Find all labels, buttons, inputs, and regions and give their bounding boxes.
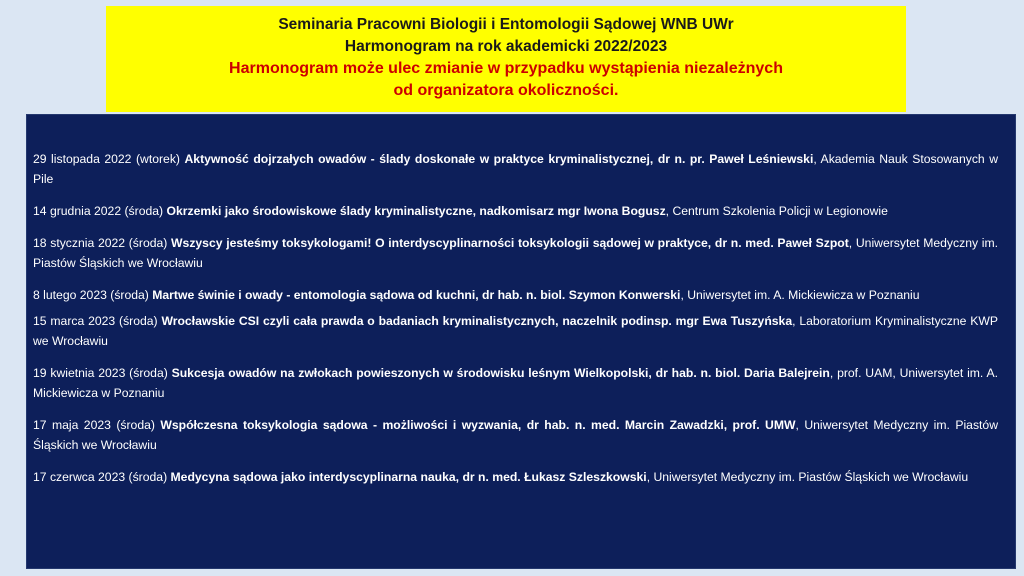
seminar-title: Martwe świnie i owady - entomologia sądowa od kuchni, dr hab. n. biol. Szymon Konwerski — [152, 288, 681, 302]
seminar-affiliation: , Uniwersytet Medyczny im. Piastów Śląskich we Wrocławiu — [33, 418, 998, 452]
seminar-affiliation: , Laboratorium Kryminalistyczne KWP we Wrocławiu — [33, 314, 998, 348]
header-title: Seminaria Pracowni Biologii i Entomologii Sądowej WNB UWr — [278, 16, 734, 33]
seminar-title: Wrocławskie CSI czyli cała prawda o badaniach kryminalistycznych, naczelnik podinsp. mgr Ewa Tuszyńska — [161, 314, 793, 328]
seminar-title: Aktywność dojrzałych owadów - ślady doskonałe w praktyce kryminalistycznej, dr n. pr. Paweł Leśniewski — [184, 152, 814, 166]
seminar-title: Medycyna sądowa jako interdyscyplinarna nauka, dr n. med. Łukasz Szleszkowski — [170, 470, 647, 484]
seminar-affiliation: , prof. UAM, Uniwersytet im. A. Mickiewicza w Poznaniu — [33, 366, 998, 400]
seminar-date: 8 lutego 2023 (środa) — [33, 288, 153, 302]
seminar-date: 29 listopada 2022 (wtorek) — [33, 152, 185, 166]
seminar-affiliation: , Akademia Nauk Stosowanych w Pile — [33, 152, 999, 186]
seminar-title: Wszyscy jesteśmy toksykologami! O interdyscyplinarności toksykologii sądowej w praktyce, dr n. med. Paweł Szpot — [171, 236, 849, 250]
seminar-date: 15 marca 2023 (środa) — [33, 314, 162, 328]
header-notice-line-2: od organizatora okoliczności. — [393, 82, 619, 99]
header-banner — [106, 6, 906, 112]
seminar-title: Sukcesja owadów na zwłokach powieszonych w środowisku leśnym Wielkopolski, dr hab. n. biol. Daria Balejrein — [171, 366, 830, 380]
seminar-date: 18 stycznia 2022 (środa) — [33, 236, 172, 250]
seminar-affiliation: , Uniwersytet Medyczny im. Piastów Śląskich we Wrocławiu — [646, 470, 969, 484]
seminar-date: 17 czerwca 2023 (środa) — [33, 470, 171, 484]
seminar-item — [33, 311, 998, 351]
seminar-item — [33, 201, 998, 221]
seminar-title: Współczesna toksykologia sądowa - możliwości i wyzwania, dr hab. n. med. Marcin Zawadzki, prof. UMW — [160, 418, 796, 432]
seminar-item — [33, 149, 998, 189]
seminar-item — [33, 467, 998, 487]
header-subtitle: Harmonogram na rok akademicki 2022/2023 — [344, 38, 668, 55]
seminar-date: 14 grudnia 2022 (środa) — [33, 204, 167, 218]
seminar-item — [33, 285, 998, 305]
seminar-item — [33, 233, 998, 273]
seminar-date: 19 kwietnia 2023 (środa) — [33, 366, 172, 380]
seminar-affiliation: , Centrum Szkolenia Policji w Legionowie — [665, 204, 888, 218]
seminar-affiliation: , Uniwersytet Medyczny im. Piastów Śląskich we Wrocławiu — [33, 236, 998, 270]
seminar-affiliation: , Uniwersytet im. A. Mickiewicza w Poznaniu — [680, 288, 920, 302]
header-notice-line-1: Harmonogram może ulec zmianie w przypadku wystąpienia niezależnych — [229, 60, 783, 77]
seminar-item — [33, 363, 998, 403]
seminar-item — [33, 415, 998, 455]
seminar-date: 17 maja 2023 (środa) — [33, 418, 161, 432]
seminar-title: Okrzemki jako środowiskowe ślady kryminalistyczne, nadkomisarz mgr Iwona Bogusz — [166, 204, 666, 218]
seminar-list — [26, 114, 1016, 569]
